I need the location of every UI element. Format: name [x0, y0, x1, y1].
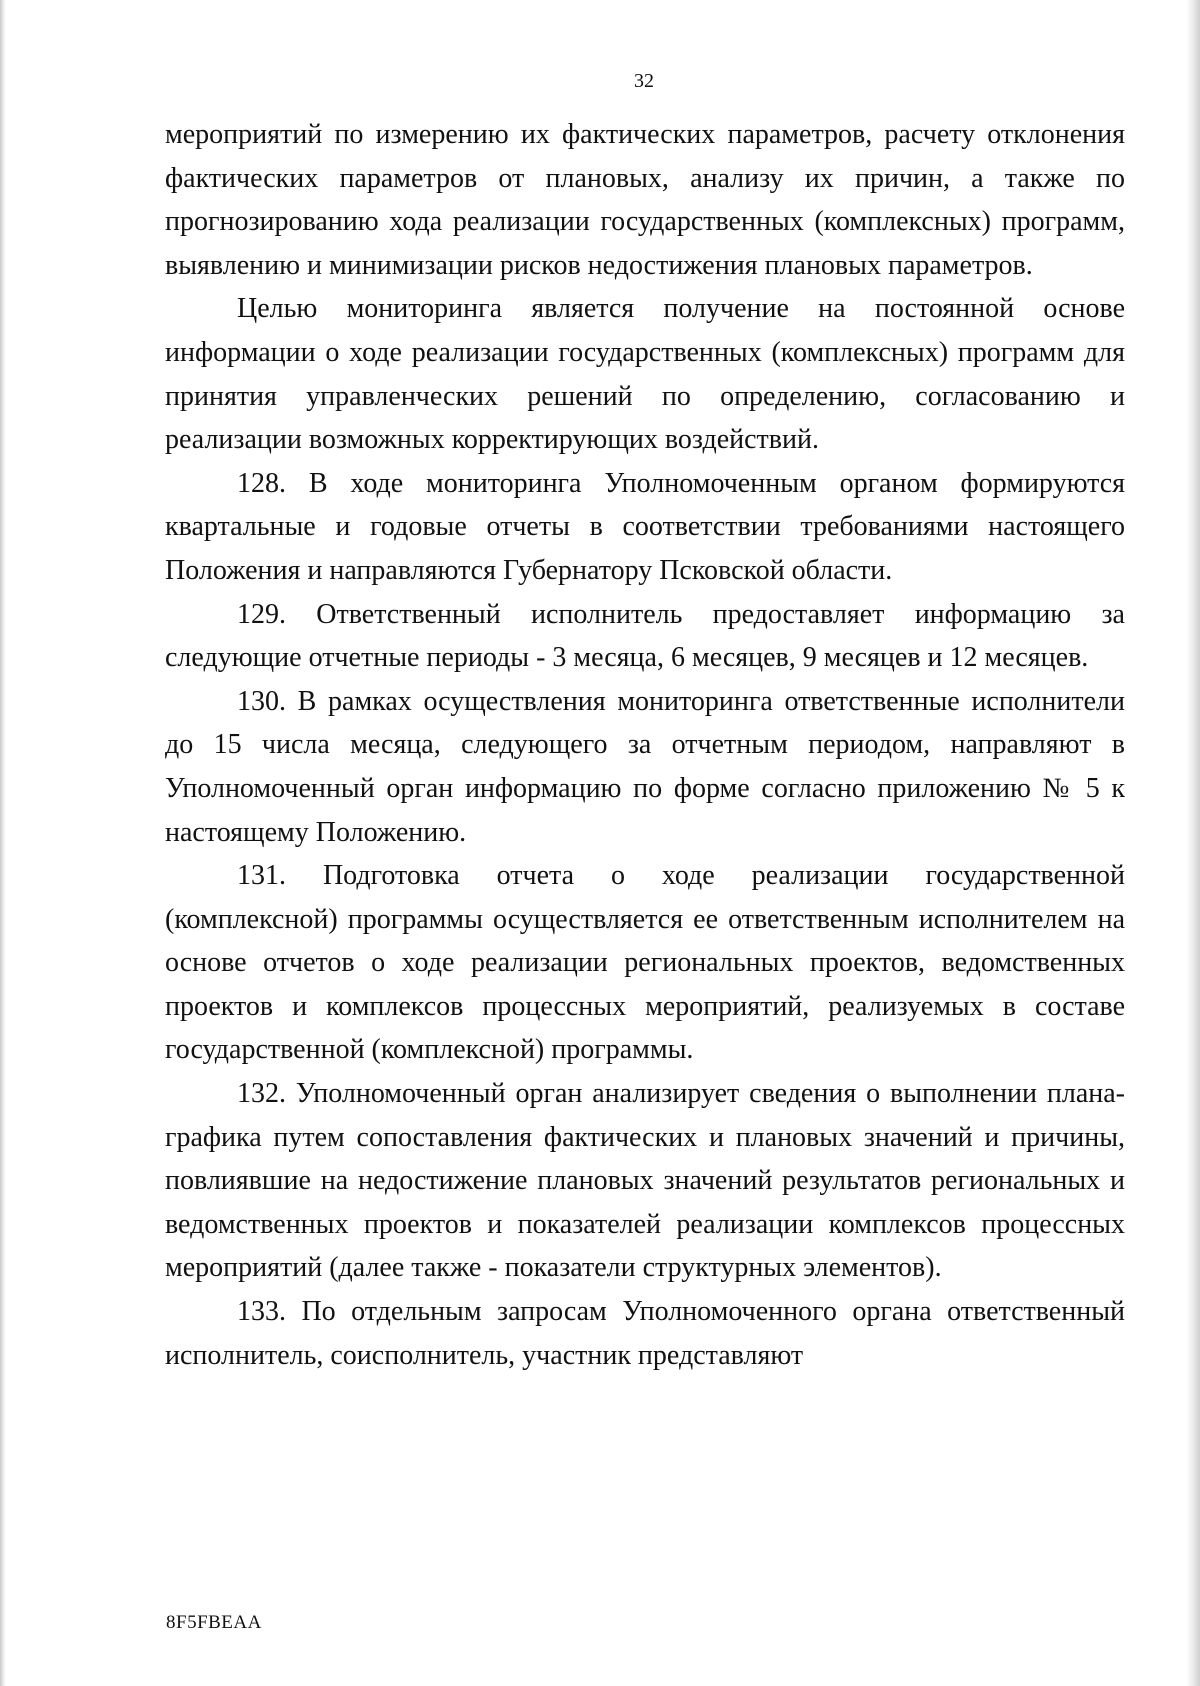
document-code: 8F5FBEAA	[166, 1612, 262, 1633]
paragraph-128: 128. В ходе мониторинга Уполномоченным органом формируются квартальные и годовые отчеты в соответствии требованиями настоящего Положения и направляются Губернатору Псковской области.	[165, 467, 1125, 586]
scan-edge-left	[0, 0, 6, 1686]
paragraph-131: 131. Подготовка отчета о ходе реализации государственной (комплексной) программы осуществляется ее ответственным исполнителем на основе отчетов о ходе реализации региональных проектов, ведомственных проектов и комплексов процессных мероприятий, реализуемых в составе государственной (комплексной) программы.	[165, 860, 1125, 1066]
document-body	[165, 113, 1125, 1377]
page-number: 32	[634, 70, 654, 92]
scan-edge-right	[1186, 0, 1200, 1686]
paragraph-132: 132. Уполномоченный орган анализирует сведения о выполнении плана-графика путем сопоставления фактических и плановых значений и причины, повлиявшие на недостижение плановых значений результатов региональных и ведомственных проектов и показателей реализации комплексов процессных мероприятий (далее также - показатели структурных элементов).	[165, 1078, 1125, 1284]
paragraph-continuation: мероприятий по измерению их фактических параметров, расчету отклонения фактических параметров от плановых, анализу их причин, а также по прогнозированию хода реализации государственных (комплексных) программ, выявлению и минимизации рисков недостижения плановых параметров.	[165, 119, 1125, 281]
paragraph-130: 130. В рамках осуществления мониторинга ответственные исполнители до 15 числа месяца, следующего за отчетным периодом, направляют в Уполномоченный орган информацию по форме согласно приложению № 5 к настоящему Положению.	[165, 685, 1125, 848]
paragraph-133: 133. По отдельным запросам Уполномоченного органа ответственный исполнитель, соисполнитель, участник представляют	[165, 1296, 1125, 1371]
paragraph-129: 129. Ответственный исполнитель предоставляет информацию за следующие отчетные периоды - 3 месяца, 6 месяцев, 9 месяцев и 12 месяцев.	[165, 598, 1125, 674]
paragraph-monitoring-goal: Целью мониторинга является получение на постоянной основе информации о ходе реализации государственных (комплексных) программ для принятия управленческих решений по определению, согласованию и реализации возможных корректирующих воздействий.	[165, 293, 1125, 456]
